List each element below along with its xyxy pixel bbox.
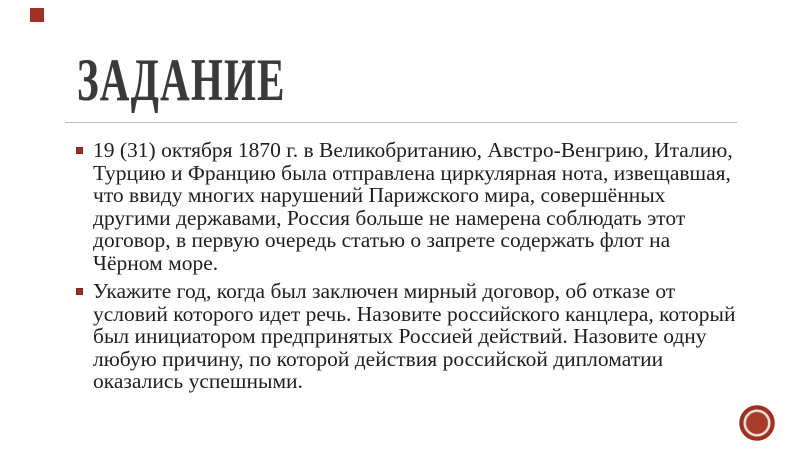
square-bullet-icon — [76, 147, 83, 154]
corner-square-icon — [30, 8, 44, 22]
ink-stamp-circle-icon — [739, 405, 775, 441]
slide-body — [76, 139, 740, 393]
square-bullet-icon — [76, 288, 83, 295]
bullet-item — [76, 139, 740, 274]
title-divider-line — [65, 122, 737, 123]
bullet-text: 19 (31) октября 1870 г. в Великобританию, Австро-Венгрию, Италию, Турцию и Францию была отправлена циркулярная нота, извещавшая, что ввиду многих нарушений Парижского мира, совершённых другими державами, Россия больше не намерена соблюдать этот договор, в первую очередь статью о запрете содержать флот на Чёрном море. — [93, 138, 733, 275]
bullet-text: Укажите год, когда был заключен мирный договор, об отказе от условий которого идет речь. Назовите российского канцлера, который был инициатором предпринятых Россией действий. Назовите одну любую причину, по которой действия российской дипломатии оказались успешными. — [93, 279, 736, 393]
bullet-item — [76, 280, 740, 393]
slide-title: ЗАДАНИЕ — [77, 47, 286, 113]
